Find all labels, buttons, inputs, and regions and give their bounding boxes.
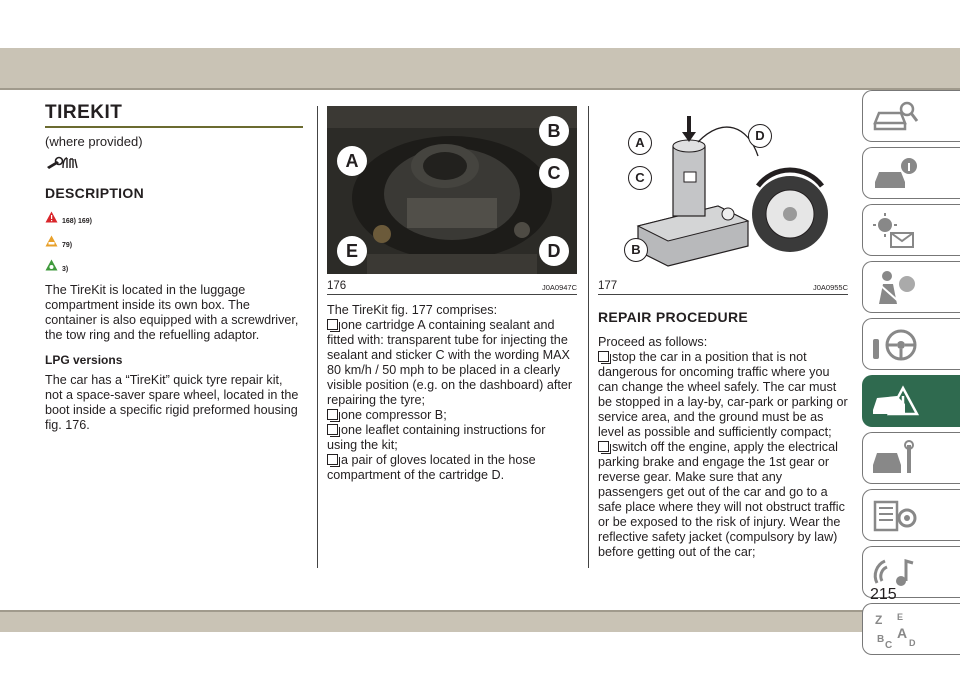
checkbox-bullet-icon (598, 351, 609, 362)
checkbox-bullet-icon (327, 409, 338, 420)
chapter-tabs (862, 90, 960, 660)
callout-d: D (748, 124, 772, 148)
header-band (0, 48, 960, 88)
svg-text:B: B (877, 634, 885, 645)
green-environment-triangle-icon (45, 259, 58, 273)
car-search-icon (871, 97, 919, 137)
footer-band (0, 612, 960, 632)
warning-row (45, 211, 303, 225)
callout-a: A (628, 131, 652, 155)
list-item: one leaflet containing instructions for using the kit; (327, 423, 546, 452)
callout-c: C (539, 158, 569, 188)
repair-procedure-heading: REPAIR PROCEDURE (598, 309, 749, 325)
figure-177-caption (598, 280, 848, 295)
tab-emergency[interactable] (862, 375, 960, 427)
callout-e: E (337, 236, 367, 266)
callout-a: A (337, 146, 367, 176)
environment-row (45, 259, 303, 273)
header-rule (0, 88, 960, 90)
section-subtitle: (where provided) (45, 134, 143, 149)
warning-refs: 168) 169) (62, 218, 92, 225)
svg-text:A: A (897, 625, 908, 641)
svg-text:Z: Z (875, 613, 883, 627)
tab-safety[interactable] (862, 261, 960, 313)
callout-c: C (628, 166, 652, 190)
column-divider (588, 106, 589, 568)
svg-text:C: C (885, 640, 893, 650)
checkbox-bullet-icon (598, 441, 609, 452)
page-number: 215 (870, 586, 897, 603)
figure-number: 177 (598, 280, 618, 292)
callout-d: D (539, 236, 569, 266)
list-item: switch off the engine, apply the electrical parking brake and engage the 1st gear or reverse gear. Make sure that any passengers get out of the car and go to a safe place where they will not obstruct traffic or be exposed to the risk of injury. Wear the reflective safety jacket (compulsory by law) before getting out of the car; (598, 440, 845, 559)
tab-index[interactable] (862, 603, 960, 655)
caution-refs: 79) (62, 242, 73, 249)
procedure-intro: Proceed as follows: (598, 335, 708, 349)
wrench-icon (45, 155, 303, 173)
caution-row (45, 235, 303, 249)
tab-driving[interactable] (862, 318, 960, 370)
red-warning-triangle-icon (45, 211, 58, 225)
alphabetical-index-icon (871, 610, 919, 650)
column-divider (317, 106, 318, 568)
seatbelt-airbag-icon (871, 268, 919, 308)
steering-wheel-icon (871, 325, 919, 365)
column-kit-contents (327, 100, 577, 483)
list-item: one cartridge A containing sealant and fitted with: transparent tube for injecting the sealant and sticker C with the wording MAX 80 km/h / 50 mph to be placed in a clearly visible position (e.g. on the dashboard) after repairing the tyre; (327, 318, 573, 407)
callout-b: B (539, 116, 569, 146)
figure-code: J0A0947C (541, 283, 577, 292)
list-item: a pair of gloves located in the hose compartment of the cartridge D. (327, 453, 536, 482)
paragraph-location: The TireKit is located in the luggage compartment inside its own box. The container is also equipped with a screwdriver, the tow ring and the refuelling adaptor. (45, 283, 299, 342)
svg-text:E: E (897, 612, 904, 622)
tab-warning-lights[interactable] (862, 204, 960, 256)
title-underline (45, 126, 303, 128)
figure-176-photo (327, 106, 577, 274)
svg-text:D: D (909, 638, 916, 648)
column-repair-procedure (598, 100, 848, 560)
warning-lights-message-icon (871, 211, 919, 251)
car-breakdown-icon (871, 382, 919, 422)
description-heading: DESCRIPTION (45, 185, 144, 201)
checkbox-bullet-icon (327, 424, 338, 435)
technical-data-icon (871, 496, 919, 536)
checkbox-bullet-icon (327, 454, 338, 465)
checkbox-bullet-icon (327, 319, 338, 330)
list-item: one compressor B; (327, 408, 577, 423)
column-tirekit (45, 100, 303, 433)
tab-maintenance[interactable] (862, 432, 960, 484)
lpg-heading: LPG versions (45, 353, 123, 367)
environment-refs: 3) (62, 266, 69, 273)
tab-technical-data[interactable] (862, 489, 960, 541)
car-maintenance-icon (871, 439, 919, 479)
callout-b: B (624, 238, 648, 262)
list-item: stop the car in a position that is not dangerous for oncoming traffic where you can change the wheel safely. The car must be stopped in a lay-by, car-park or parking or service area, and the ground must be as level as possible and sufficiently compact; (598, 350, 848, 439)
figure-code: J0A0955C (812, 283, 848, 292)
figure-176-caption (327, 280, 577, 295)
paragraph-lpg: The car has a “TireKit” quick tyre repair kit, not a space-saver spare wheel, located in the boot inside a specific rigid preformed housing fig. 176. (45, 373, 299, 432)
section-title: TIREKIT (45, 102, 123, 123)
kit-intro: The TireKit fig. 177 comprises: (327, 303, 498, 317)
figure-177-drawing (598, 106, 848, 274)
tab-car-info[interactable] (862, 147, 960, 199)
tab-car-search[interactable] (862, 90, 960, 142)
car-info-icon (871, 154, 919, 194)
figure-number: 176 (327, 280, 347, 292)
orange-caution-triangle-icon (45, 235, 58, 249)
